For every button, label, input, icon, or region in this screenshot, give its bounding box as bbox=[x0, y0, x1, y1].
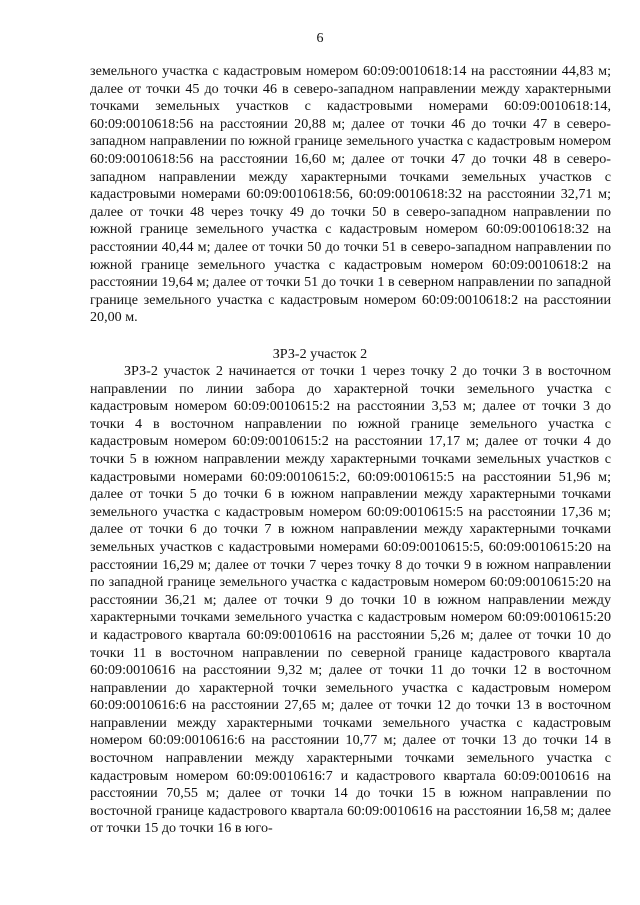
paragraph-text: земельного участка с кадастровым номером 60:09:0010618:14 на расстоянии 44,83 м; далее от точки 45 до точки 46 в северо-западном направлении между характерными точками земельных участков с кадастровыми номерами 60:09:0010618:14, 60:09:0010618:56 на расстоянии 20,88 м; далее от точки 46 до точки 47 в северо-западном направлении по южной границе земельного участка с кадастровым номером 60:09:0010618:56 на расстоянии 16,60 м; далее от точки 47 до точки 48 в северо-западном направлении между характерными точками земельных участков с кадастровыми номерами 60:09:0010618:56, 60:09:0010618:32 на расстоянии 32,71 м; далее от точки 48 через точку 49 до точки 50 в северо-западном направлении по южной границе земельного участка с кадастровым номером 60:09:0010618:32 на расстоянии 40,44 м; далее от точки 50 до точки 51 в северо-западном направлении по южной границе земельного участка с кадастровым номером 60:09:0010618:2 на расстоянии 19,64 м; далее от точки 51 до точки 1 в северном направлении по западной границе земельного участка с кадастровым номером 60:09:0010618:2 на расстоянии 20,00 м. bbox=[90, 63, 611, 326]
section-heading: ЗРЗ-2 участок 2 bbox=[272, 346, 368, 362]
page-number: 6 bbox=[316, 31, 324, 46]
boundary-description-continued bbox=[90, 63, 611, 327]
boundary-description-plot-2 bbox=[90, 363, 611, 838]
paragraph-text: ЗРЗ-2 участок 2 начинается от точки 1 через точку 2 до точки 3 в восточном направлении по линии забора до характерной точки земельного участка с кадастровым номером 60:09:0010615:2 на расстоянии 3,53 м; далее от точки 3 до точки 4 в восточном направлении по южной границе земельного участка с кадастровым номером 60:09:0010615:2 на расстоянии 17,17 м; далее от точки 4 до точки 5 в южном направлении между характерными точками земельных участков с кадастровыми номерами 60:09:0010615:2, 60:09:0010615:5 на расстоянии 51,96 м; далее от точки 5 до точки 6 в южном направлении между характерными точками земельного участка с кадастровым номером 60:09:0010615:5 на расстоянии 17,36 м; далее от точки 6 до точки 7 в южном направлении между характерными точками земельных участков с кадастровыми номерами 60:09:0010615:5, 60:09:0010615:20 на расстоянии 16,29 м; далее от точки 7 через точку 8 до точки 9 в южном направлении по западной границе земельного участка с кадастровым номером 60:09:0010615:20 на расстоянии 36,21 м; далее от точки 9 до точки 10 в южном направлении между характерными точками земельного участка с кадастровым номером 60:09:0010615:20 и кадастрового квартала 60:09:0010616 на расстоянии 5,26 м; далее от точки 10 до точки 11 в восточном направлении по северной границе кадастрового квартала 60:09:0010616 на расстоянии 9,32 м; далее от точки 11 до точки 12 в восточном направлении до характерной точки земельного участка с кадастровым номером 60:09:0010616:6 на расстоянии 27,65 м; далее от точки 12 до точки 13 в восточном направлении между характерными точками земельного участка с кадастровым номером 60:09:0010616:6 на расстоянии 10,77 м; далее от точки 13 до точки 14 в восточном направлении между характерными точками земельного участка с кадастровым номером 60:09:0010616:7 и кадастрового квартала 60:09:0010616 на расстоянии 70,55 м; далее от точки 14 до точки 15 в южном направлении по восточной границе кадастрового квартала 60:09:0010616 на расстоянии 16,58 м; далее от точки 15 до точки 16 в юго- bbox=[90, 363, 611, 837]
